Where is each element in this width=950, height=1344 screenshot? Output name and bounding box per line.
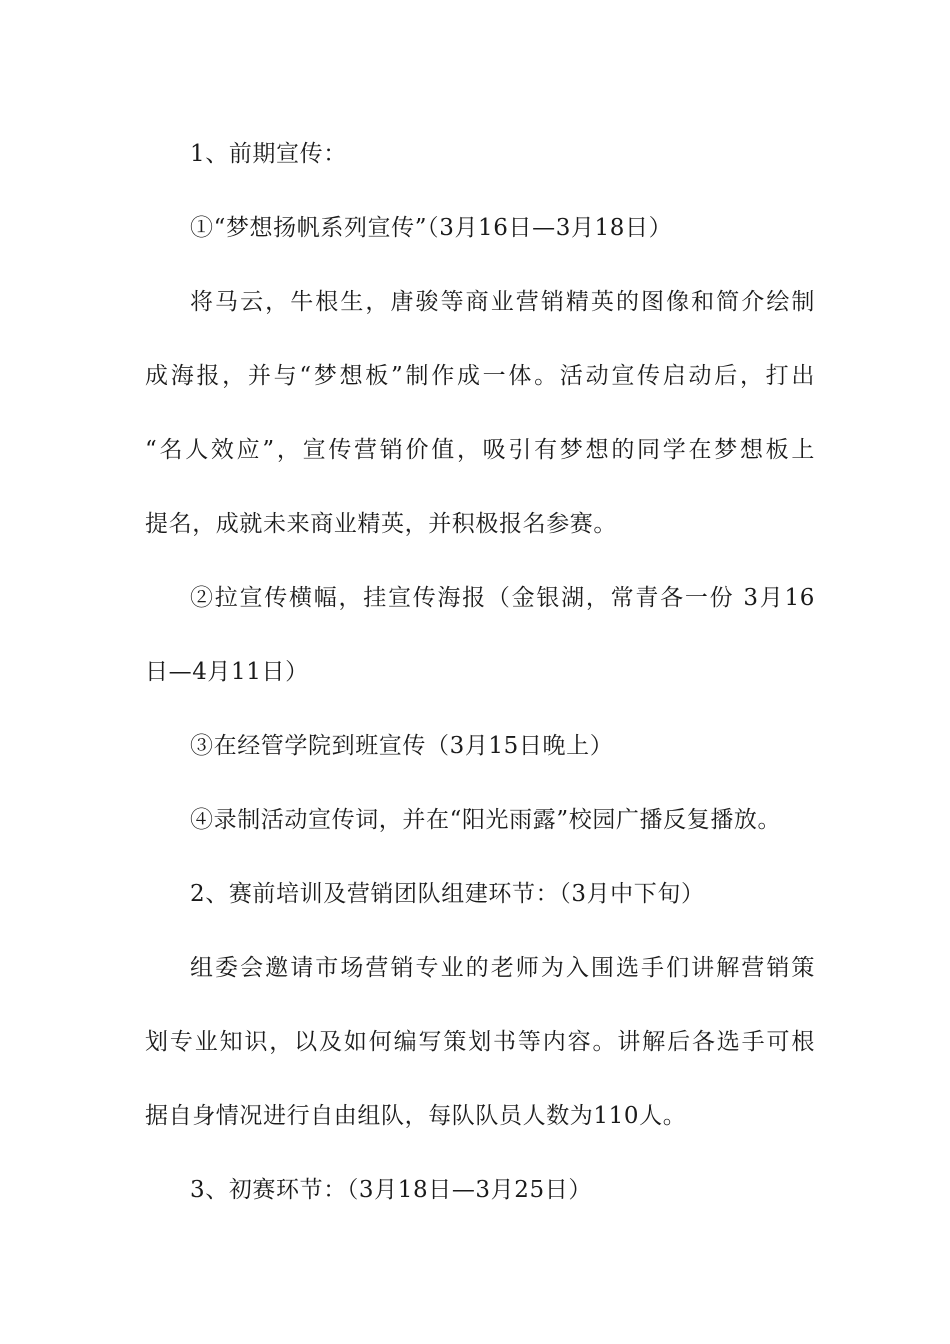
paragraph-line: 组委会邀请市场营销专业的老师为入围选手们讲解营销策 [190, 955, 815, 981]
paragraph-line: 成海报，并与“梦想板”制作成一体。活动宣传启动后，打出 [145, 363, 815, 389]
paragraph-line: 将马云，牛根生，唐骏等商业营销精英的图像和简介绘制 [190, 289, 815, 315]
paragraph-line: ④录制活动宣传词，并在“阳光雨露”校园广播反复播放。 [190, 807, 782, 833]
section-heading-preliminary: 3、初赛环节：（3月18日—3月25日） [190, 1177, 592, 1203]
paragraph-line: ③在经管学院到班宣传（3月15日晚上） [190, 733, 614, 759]
paragraph-line: ②拉宣传横幅，挂宣传海报（金银湖，常青各一份 3月16 [190, 585, 815, 611]
paragraph-line: ①“梦想扬帆系列宣传”（3月16日—3月18日） [190, 215, 673, 241]
section-heading-publicity: 1、前期宣传： [190, 141, 347, 167]
paragraph-line: 提名，成就未来商业精英，并积极报名参赛。 [145, 511, 617, 537]
paragraph-line: “名人效应”，宣传营销价值，吸引有梦想的同学在梦想板上 [145, 437, 815, 463]
paragraph-line: 据自身情况进行自由组队，每队队员人数为110人。 [145, 1103, 687, 1129]
paragraph-line: 划专业知识，以及如何编写策划书等内容。讲解后各选手可根 [145, 1029, 815, 1055]
section-heading-training: 2、赛前培训及营销团队组建环节：（3月中下旬） [190, 881, 705, 907]
paragraph-line: 日—4月11日） [145, 659, 309, 685]
